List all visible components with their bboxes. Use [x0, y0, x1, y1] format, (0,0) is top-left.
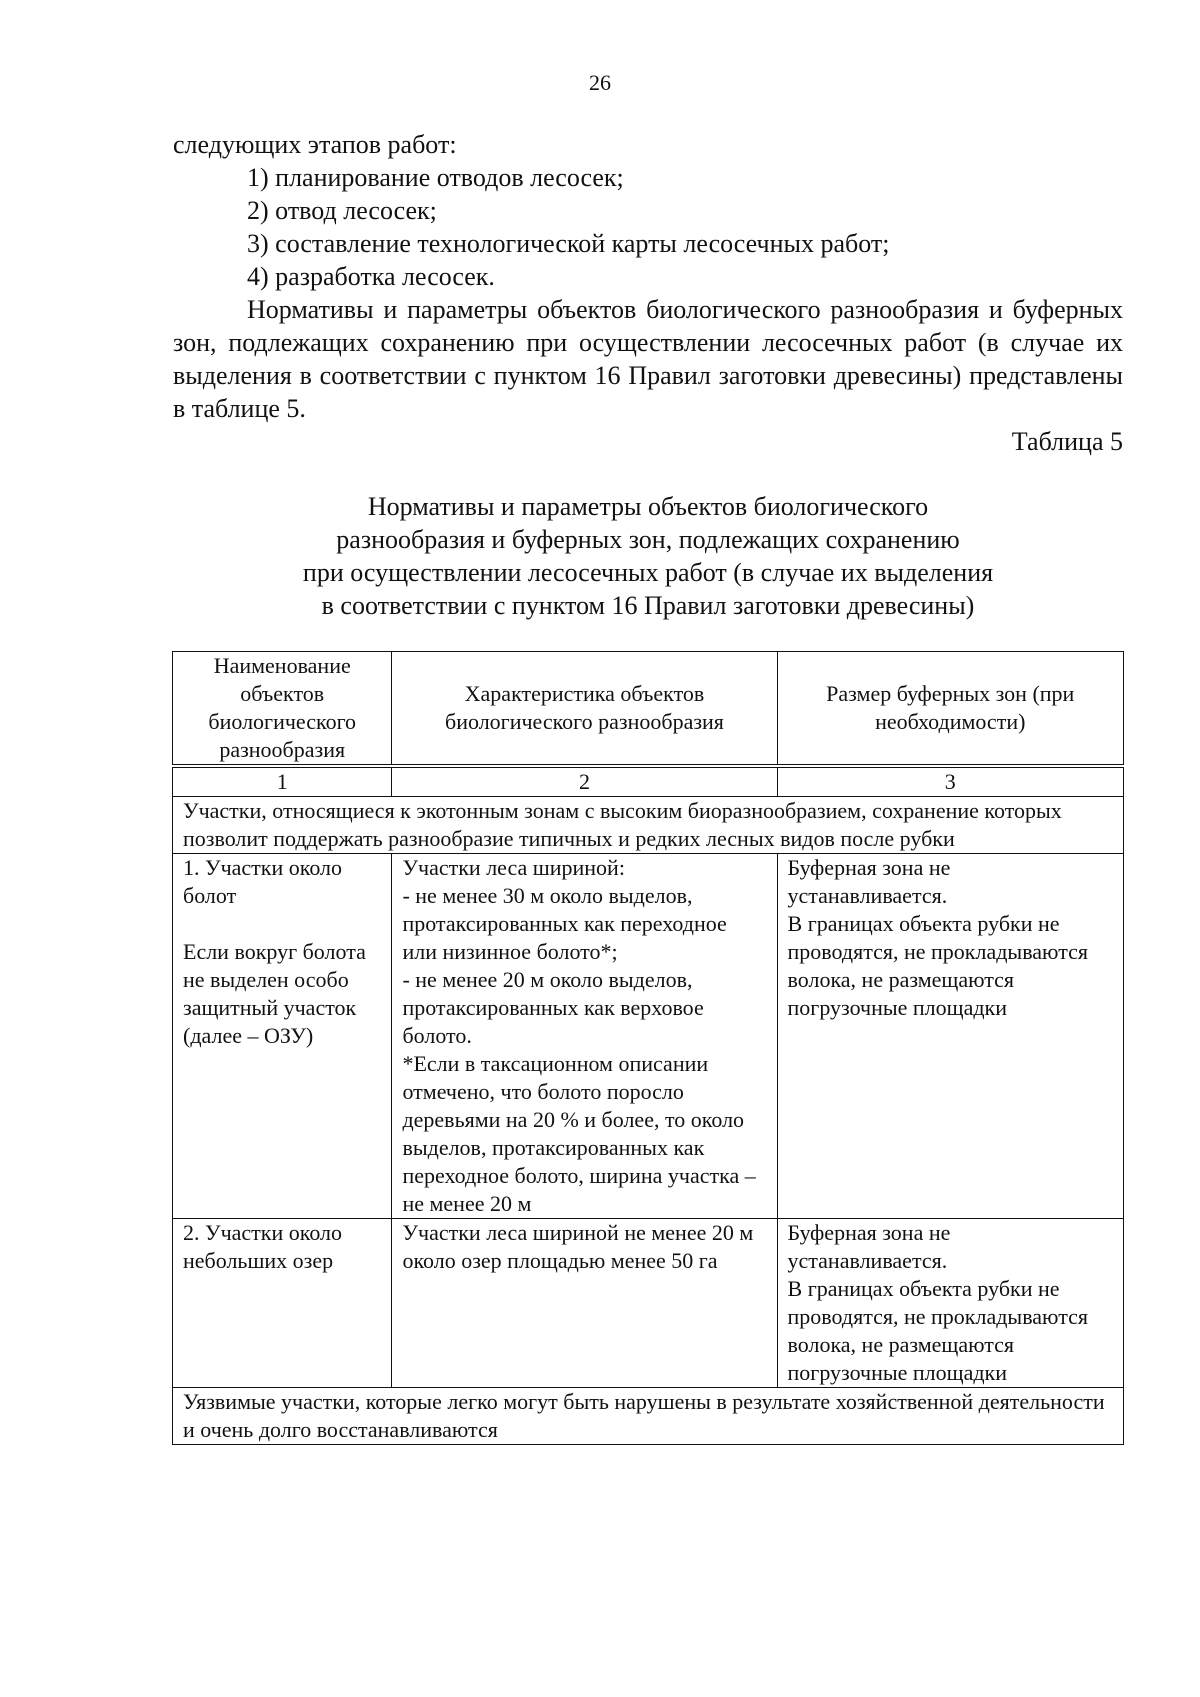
table-label: Таблица 5 — [1011, 427, 1123, 456]
table-title-line: разнообразия и буферных зон, подлежащих сохранению — [336, 525, 960, 554]
column-number-row — [173, 766, 1124, 797]
list-item: 1) планирование отводов лесосек; — [247, 163, 624, 192]
characteristic-cell: Участки леса шириной: - не менее 30 м около выделов, протаксированных как переходное или низинное болото*; - не менее 20 м около выделов, протаксированных как верховое болото. *Если в таксационном описании отмечено, что болото поросло деревьями на 20 % и более, то около выделов, протаксированных как переходное болото, ширина участка – не менее 20 м — [392, 854, 777, 1219]
page-number: 26 — [589, 70, 611, 95]
column-number: 3 — [777, 766, 1123, 797]
intro-line: следующих этапов работ: — [173, 130, 457, 159]
table-header-row — [173, 652, 1124, 767]
main-paragraph: Нормативы и параметры объектов биологического разнообразия и буферных зон, подлежащих сохранению при осуществлении лесосечных работ (в случае их выделения в соответствии с пунктом 16 Правил заготовки древесины) представлены в таблице 5. — [173, 295, 1123, 423]
table-title-line: Нормативы и параметры объектов биологического — [367, 492, 929, 521]
list-item: 4) разработка лесосек. — [247, 262, 495, 291]
column-number: 1 — [173, 766, 392, 797]
object-name-cell: 2. Участки около небольших озер — [173, 1219, 392, 1388]
table-title — [173, 490, 1123, 622]
buffer-cell: Буферная зона не устанавливается. В границах объекта рубки не проводятся, не прокладываются волока, не размещаются погрузочные площадки — [777, 854, 1123, 1219]
table-title-line: в соответствии с пунктом 16 Правил заготовки древесины) — [321, 591, 975, 620]
object-name-cell: 1. Участки около болот Если вокруг болота не выделен особо защитный участок (далее – ОЗУ) — [173, 854, 392, 1219]
header-cell-characteristic: Характеристика объектов биологического разнообразия — [392, 652, 777, 767]
table-title-line: при осуществлении лесосечных работ (в случае их выделения — [302, 558, 994, 587]
characteristic-cell: Участки леса шириной не менее 20 м около озер площадью менее 50 га — [392, 1219, 777, 1388]
table-row — [173, 1219, 1124, 1388]
section-heading: Уязвимые участки, которые легко могут быть нарушены в результате хозяйственной деятельности и очень долго восстанавливаются — [173, 1388, 1124, 1445]
section-row — [173, 797, 1124, 854]
buffer-cell: Буферная зона не устанавливается. В границах объекта рубки не проводятся, не прокладываются волока, не размещаются погрузочные площадки — [777, 1219, 1123, 1388]
list-item: 2) отвод лесосек; — [247, 196, 437, 225]
header-cell-name: Наименование объектов биологического разнообразия — [173, 652, 392, 767]
table-row — [173, 854, 1124, 1219]
section-row — [173, 1388, 1124, 1445]
header-cell-buffer: Размер буферных зон (при необходимости) — [777, 652, 1123, 767]
norms-table — [172, 651, 1124, 1445]
body-text — [173, 128, 1123, 458]
section-heading: Участки, относящиеся к экотонным зонам с высоким биоразнообразием, сохранение которых позволит поддержать разнообразие типичных и редких лесных видов после рубки — [173, 797, 1124, 854]
column-number: 2 — [392, 766, 777, 797]
list-item: 3) составление технологической карты лесосечных работ; — [247, 229, 890, 258]
